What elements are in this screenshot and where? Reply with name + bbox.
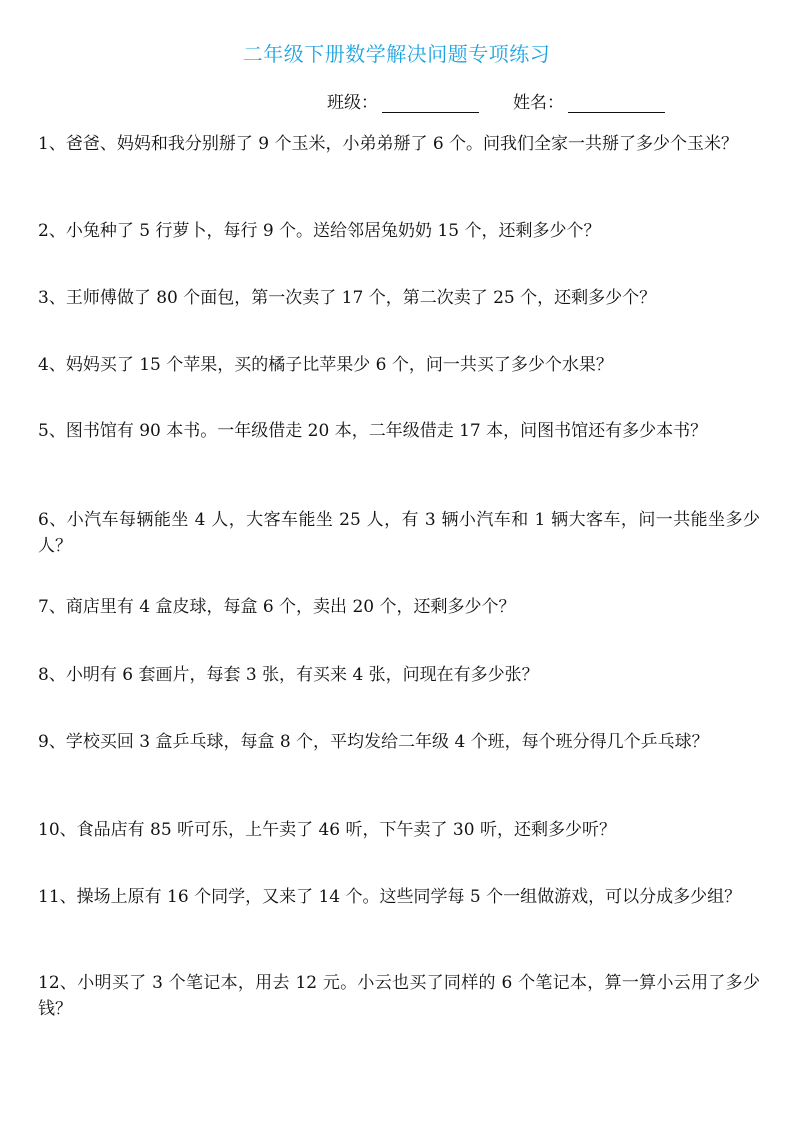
question-3: 3、王师傅做了 80 个面包，第一次卖了 17 个，第二次卖了 25 个，还剩多少个？ xyxy=(38,288,657,308)
question-4: 4、妈妈买了 15 个苹果，买的橘子比苹果少 6 个，问一共买了多少个水果？ xyxy=(38,355,613,375)
question-9: 9、学校买回 3 盒乒乓球，每盒 8 个，平均发给二年级 4 个班，每个班分得几个乒乓球？ xyxy=(38,732,709,752)
question-2: 2、小兔种了 5 行萝卜，每行 9 个。送给邻居兔奶奶 15 个，还剩多少个？ xyxy=(38,221,601,241)
class-blank-line xyxy=(382,94,479,113)
question-1: 1、爸爸、妈妈和我分别掰了 9 个玉米，小弟弟掰了 6 个。问我们全家一共掰了多少个玉米？ xyxy=(38,134,739,154)
name-blank-line xyxy=(568,94,665,113)
question-11: 11、操场上原有 16 个同学，又来了 14 个。这些同学每 5 个一组做游戏，可以分成多少组？ xyxy=(38,887,742,907)
worksheet-title: 二年级下册数学解决问题专项练习 xyxy=(242,42,551,66)
question-12: 12、小明买了 3 个笔记本，用去 12 元。小云也买了同样的 6 个笔记本，算一算小云用了多少钱？ xyxy=(38,973,760,1019)
student-info-row xyxy=(327,88,665,113)
class-label: 班级： xyxy=(327,93,378,113)
question-8: 8、小明有 6 套画片，每套 3 张，有买来 4 张，问现在有多少张？ xyxy=(38,665,539,685)
name-label: 姓名： xyxy=(513,93,564,113)
question-10: 10、食品店有 85 听可乐，上午卖了 46 听，下午卖了 30 听，还剩多少听？ xyxy=(38,820,616,840)
question-6: 6、小汽车每辆能坐 4 人，大客车能坐 25 人，有 3 辆小汽车和 1 辆大客车，问一共能坐多少人？ xyxy=(38,510,760,556)
question-5: 5、图书馆有 90 本书。一年级借走 20 本，二年级借走 17 本，问图书馆还有多少本书？ xyxy=(38,421,708,441)
question-7: 7、商店里有 4 盒皮球，每盒 6 个，卖出 20 个，还剩多少个？ xyxy=(38,597,516,617)
